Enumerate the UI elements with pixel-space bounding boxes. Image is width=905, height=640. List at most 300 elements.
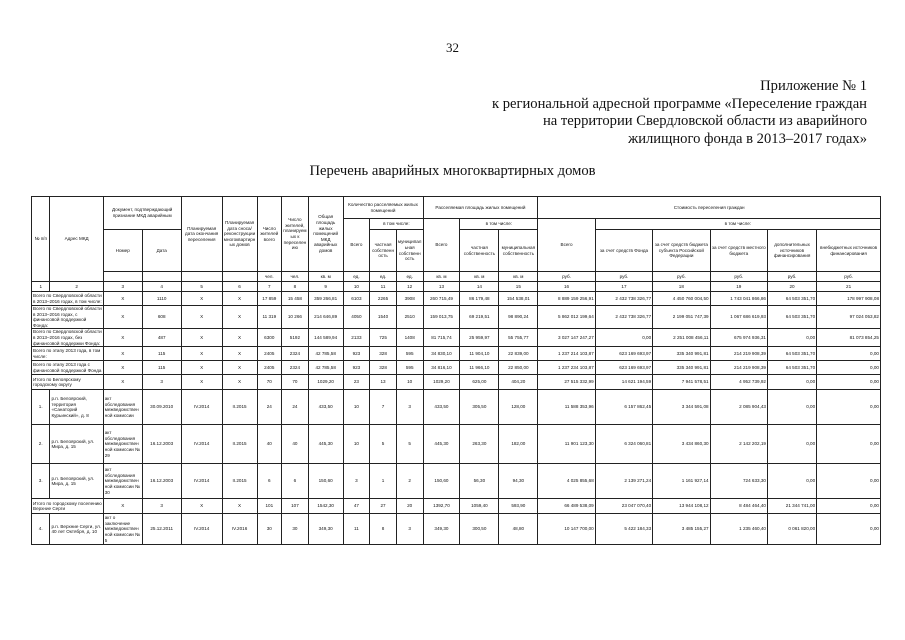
- column-number: 3: [103, 282, 142, 292]
- cell-demolish: X: [222, 347, 257, 361]
- cell-cost-local: 1 067 686 619,93: [710, 306, 767, 329]
- column-number: 13: [423, 282, 460, 292]
- cell-cost-extra: 64 503 351,70: [767, 292, 816, 306]
- cell-rooms-total: 11: [343, 514, 370, 545]
- cell-demolish: X: [222, 499, 257, 514]
- cell-area-total: 260 715,49: [423, 292, 460, 306]
- cell-doc-date: 16.12.2003: [142, 464, 181, 499]
- cell-cost-fund: 2 432 738 326,77: [595, 306, 652, 329]
- unit-cell: ед.: [343, 272, 370, 282]
- cell-area-municipal: 98 890,24: [499, 306, 538, 329]
- cell-cost-total: 11 588 353,96: [538, 390, 595, 425]
- cell-area-private: 11 966,10: [460, 361, 499, 375]
- summary-row: [32, 329, 881, 347]
- cell-no: 1.: [32, 390, 50, 425]
- cell-area: 144 589,94: [308, 329, 343, 347]
- cell-residents: 40: [257, 425, 282, 464]
- cell-area-private: 56,30: [460, 464, 499, 499]
- header-rooms-incl: в том числе:: [370, 219, 423, 230]
- column-number: 10: [343, 282, 370, 292]
- summary-label: Итого по Белоярскому городскому округу: [32, 375, 104, 390]
- cell-plan-end: X: [181, 329, 222, 347]
- cell-cost-free: 178 997 908,08: [817, 292, 881, 306]
- column-number: 5: [181, 282, 222, 292]
- cell-area-private: 300,50: [460, 514, 499, 545]
- cell-resettle: 15 458: [282, 292, 309, 306]
- column-number: 19: [710, 282, 767, 292]
- summary-label: Всего по Свердловской области в 2013–2016 годах, без финансовой поддержки Фонда:: [33, 329, 102, 346]
- column-number: 8: [282, 282, 309, 292]
- unit-cell: руб.: [595, 272, 652, 282]
- cell-area-municipal: 55 755,77: [499, 329, 538, 347]
- cell-area-total: 81 715,74: [423, 329, 460, 347]
- cell-cost-local: 2 085 904,43: [710, 390, 767, 425]
- cell-cost-fund: 623 169 693,97: [595, 361, 652, 375]
- cell-doc-date: 608: [142, 306, 181, 329]
- cell-rooms-municipal: 2: [396, 464, 423, 499]
- cell-rooms-total: 923: [343, 361, 370, 375]
- unit-cell: чел.: [257, 272, 282, 282]
- cell-residents: 6300: [257, 329, 282, 347]
- cell-area-total: 349,30: [423, 514, 460, 545]
- cell-rooms-municipal: 5: [396, 425, 423, 464]
- cell-rooms-municipal: 595: [396, 347, 423, 361]
- column-number: 2: [50, 282, 103, 292]
- cell-rooms-private: 1: [370, 464, 397, 499]
- column-number: 9: [308, 282, 343, 292]
- header-doc-number: Номер: [103, 230, 142, 272]
- cell-cost-free: 0,00: [817, 347, 881, 361]
- cell-plan-end: X: [181, 361, 222, 375]
- page-number: 32: [446, 40, 459, 55]
- cell-residents: 70: [257, 375, 282, 390]
- cell-rooms-municipal: 20: [396, 499, 423, 514]
- cell-cost-local: 2 142 202,19: [710, 425, 767, 464]
- cell-cost-free: 0,00: [817, 425, 881, 464]
- cell-rooms-municipal: 3: [396, 390, 423, 425]
- cell-area-municipal: 22 850,00: [499, 361, 538, 375]
- cell-area-private: 25 959,97: [460, 329, 499, 347]
- cell-area-municipal: 154 538,01: [499, 292, 538, 306]
- column-number: 21: [817, 282, 881, 292]
- cell-doc-date: 25.12.2011: [142, 514, 181, 545]
- cell-rooms-total: 23: [343, 375, 370, 390]
- cell-cost-local: 4 952 739,92: [710, 375, 767, 390]
- cell-area-private: 625,00: [460, 375, 499, 390]
- unit-cell: кв. м: [423, 272, 460, 282]
- cell-plan-end: IV.2014: [181, 514, 222, 545]
- cell-cost-free: 0,00: [817, 499, 881, 514]
- cell-cost-total: 3 027 147 247,27: [538, 329, 595, 347]
- unit-cell: чел.: [282, 272, 309, 282]
- cell-doc-num: акт о заключение межведомственной комиссии № 5: [103, 514, 142, 545]
- cell-demolish: X: [222, 292, 257, 306]
- cell-cost-total: 4 025 855,68: [538, 464, 595, 499]
- cell-rooms-total: 2133: [343, 329, 370, 347]
- cell-area-private: 86 179,48: [460, 292, 499, 306]
- cell-residents: 2405: [257, 347, 282, 361]
- cell-doc-num: X: [103, 361, 142, 375]
- cell-resettle: 24: [282, 390, 309, 425]
- cell-cost-local: 1 743 041 866,86: [710, 292, 767, 306]
- cell-rooms-municipal: 1408: [396, 329, 423, 347]
- cell-rooms-private: 725: [370, 329, 397, 347]
- column-number: 7: [257, 282, 282, 292]
- header-area-incl: в том числе:: [460, 219, 538, 230]
- cell-cost-free: 0,00: [817, 361, 881, 375]
- cell-residents: 17 859: [257, 292, 282, 306]
- column-number: 1: [32, 282, 50, 292]
- cell-resettle: 5192: [282, 329, 309, 347]
- header-rooms-area: Расселяемая площадь жилых помещений: [423, 197, 538, 219]
- cell-no: 2.: [32, 425, 50, 464]
- cell-cost-free: 0,00: [817, 375, 881, 390]
- cell-doc-num: X: [103, 306, 142, 329]
- header-area-municipal: муниципальная собственность: [499, 230, 538, 272]
- cell-rooms-total: 10: [343, 425, 370, 464]
- cell-area-municipal: 94,30: [499, 464, 538, 499]
- cell-cost-total: 10 147 700,00: [538, 514, 595, 545]
- summary-row: [32, 375, 881, 390]
- header-rooms-private: частная собственность: [370, 230, 397, 272]
- summary-row: [32, 361, 881, 375]
- cell-doc-num: X: [103, 329, 142, 347]
- cell-demolish: X: [222, 375, 257, 390]
- cell-area-municipal: 182,00: [499, 425, 538, 464]
- cell-area: 445,30: [308, 425, 343, 464]
- header-no: № п/п: [32, 197, 50, 282]
- column-number: 16: [538, 282, 595, 292]
- appendix-line-1: Приложение № 1: [760, 78, 867, 94]
- cell-demolish: II.2015: [222, 425, 257, 464]
- summary-row: [32, 499, 881, 514]
- object-row: [32, 464, 881, 499]
- cell-area: 1542,30: [308, 499, 343, 514]
- cell-resettle: 2324: [282, 361, 309, 375]
- object-row: [32, 390, 881, 425]
- cell-doc-num: акт обследования межведомственной комиссии № 30: [103, 464, 142, 499]
- cell-area: 1029,20: [308, 375, 343, 390]
- cell-cost-region: 7 941 578,51: [653, 375, 710, 390]
- cell-cost-free: 97 024 053,82: [817, 306, 881, 329]
- cell-doc-date: 16.12.2003: [142, 425, 181, 464]
- cell-cost-free: 81 073 854,25: [817, 329, 881, 347]
- cell-rooms-municipal: 3908: [396, 292, 423, 306]
- cell-rooms-private: 27: [370, 499, 397, 514]
- unit-cell: руб.: [817, 272, 881, 282]
- cell-cost-total: 8 889 159 256,91: [538, 292, 595, 306]
- cell-area-municipal: 128,00: [499, 390, 538, 425]
- cell-area-municipal: 22 839,00: [499, 347, 538, 361]
- cell-area-private: 1059,40: [460, 499, 499, 514]
- header-cost-region: за счет средств бюджета субъекта Российской Федерации: [653, 230, 710, 272]
- cell-rooms-private: 13: [370, 375, 397, 390]
- cell-cost-local: 724 633,30: [710, 464, 767, 499]
- cell-area-private: 305,50: [460, 390, 499, 425]
- cell-cost-total: 27 515 332,99: [538, 375, 595, 390]
- cell-cost-region: 2 251 008 456,11: [653, 329, 710, 347]
- object-row: [32, 425, 881, 464]
- cell-resettle: 40: [282, 425, 309, 464]
- cell-area-total: 1029,20: [423, 375, 460, 390]
- header-plan-end: Планируемая дата окончания переселения: [181, 197, 222, 272]
- unit-cell: руб.: [653, 272, 710, 282]
- cell-cost-fund: 5 422 184,33: [595, 514, 652, 545]
- appendix-line-4: жилищного фонда в 2013–2017 годах»: [628, 130, 867, 147]
- header-cost-free: внебюджетных источников финансирования: [817, 230, 881, 272]
- cell-residents: 30: [257, 514, 282, 545]
- cell-area-private: 11 904,10: [460, 347, 499, 361]
- cell-doc-num: X: [103, 499, 142, 514]
- cell-cost-region: 335 340 991,81: [653, 361, 710, 375]
- cell-rooms-private: 1540: [370, 306, 397, 329]
- cell-demolish: II.2015: [222, 390, 257, 425]
- cell-doc-num: X: [103, 347, 142, 361]
- cell-area-total: 150,60: [423, 464, 460, 499]
- cell-cost-total: 5 862 012 199,64: [538, 306, 595, 329]
- unit-cell: ед.: [370, 272, 397, 282]
- header-address: Адрес МКД: [50, 197, 103, 282]
- cell-area: 150,60: [308, 464, 343, 499]
- cell-cost-extra: 0,00: [767, 464, 816, 499]
- cell-cost-total: 1 237 234 103,87: [538, 361, 595, 375]
- cell-cost-extra: 21 344 741,00: [767, 499, 816, 514]
- cell-residents: 24: [257, 390, 282, 425]
- cell-doc-num: акт обследования межведомственной комиссии № 29: [103, 425, 142, 464]
- cell-cost-free: 0,00: [817, 464, 881, 499]
- header-area-private: частная собственность: [460, 230, 499, 272]
- cell-cost-total: 1 237 214 103,87: [538, 347, 595, 361]
- cell-rooms-total: 3: [343, 464, 370, 499]
- cell-residents: 2405: [257, 361, 282, 375]
- column-number: 17: [595, 282, 652, 292]
- header-rooms-total: Всего: [343, 219, 370, 272]
- summary-label: Всего по этапу 2013 года, в том числе:: [32, 347, 104, 361]
- cell-area-total: 445,30: [423, 425, 460, 464]
- header-cost-local: за счет средств местного бюджета: [710, 230, 767, 272]
- cell-cost-region: 1 161 927,14: [653, 464, 710, 499]
- document-title: Перечень аварийных многоквартирных домов: [309, 163, 596, 179]
- header-area-total: Всего: [423, 219, 460, 272]
- header-row-1: [32, 197, 881, 219]
- cell-cost-local: 1 235 460,40: [710, 514, 767, 545]
- cell-doc-num: X: [103, 375, 142, 390]
- summary-label: Всего по этапу 2013 года с финансовой поддержкой Фонда: [33, 362, 102, 373]
- summary-label: Итого по городскому поселению Верхние Серги: [32, 499, 104, 514]
- appendix-header: [427, 78, 867, 148]
- cell-cost-local: 214 219 908,39: [710, 347, 767, 361]
- cell-address: р.п. Белоярский, ул. Мира, д. 15: [50, 464, 103, 499]
- cell-rooms-private: 7: [370, 390, 397, 425]
- unit-cell: руб.: [710, 272, 767, 282]
- cell-cost-extra: 0,00: [767, 375, 816, 390]
- cell-cost-extra: 0,00: [767, 425, 816, 464]
- cell-rooms-private: 2265: [370, 292, 397, 306]
- cell-cost-region: 2 199 051 747,39: [653, 306, 710, 329]
- cell-address: р.п. Белоярский, территория «Санаторий Курьинский», д. 8: [50, 390, 103, 425]
- cell-cost-fund: 623 169 693,97: [595, 347, 652, 361]
- cell-area-municipal: 404,20: [499, 375, 538, 390]
- cell-rooms-municipal: 3: [396, 514, 423, 545]
- cell-cost-region: 3 485 155,27: [653, 514, 710, 545]
- cell-cost-region: 4 450 760 004,50: [653, 292, 710, 306]
- cell-cost-fund: 2 432 738 326,77: [595, 292, 652, 306]
- cell-rooms-total: 47: [343, 499, 370, 514]
- column-number: 15: [499, 282, 538, 292]
- cell-rooms-municipal: 2510: [396, 306, 423, 329]
- appendix-line-2: к региональной адресной программе «Переселение граждан: [491, 95, 867, 112]
- cell-residents: 101: [257, 499, 282, 514]
- cell-cost-fund: 2 139 271,24: [595, 464, 652, 499]
- header-plan-demolish: Планируемая дата сноса/реконструкции многоквартирных домов: [222, 197, 257, 272]
- cell-cost-extra: 0,00: [767, 329, 816, 347]
- cell-cost-fund: 6 324 060,81: [595, 425, 652, 464]
- cell-resettle: 70: [282, 375, 309, 390]
- cell-cost-fund: 14 621 194,59: [595, 375, 652, 390]
- cell-rooms-municipal: 595: [396, 361, 423, 375]
- cell-cost-region: 3 344 591,08: [653, 390, 710, 425]
- header-units-row: [32, 272, 881, 282]
- cell-area-municipal: 48,80: [499, 514, 538, 545]
- cell-doc-date: 115: [142, 347, 181, 361]
- summary-label: Всего по Свердловской области в 2013–2016 годах, с финансовой поддержкой Фонда:: [33, 306, 102, 328]
- unit-cell: кв. м: [460, 272, 499, 282]
- cell-no: 3.: [32, 464, 50, 499]
- cell-area-total: 1392,70: [423, 499, 460, 514]
- cell-demolish: II.2015: [222, 464, 257, 499]
- cell-rooms-total: 4050: [343, 306, 370, 329]
- column-number: 6: [222, 282, 257, 292]
- cell-rooms-private: 5: [370, 425, 397, 464]
- cell-cost-free: 0,00: [817, 514, 881, 545]
- summary-row: [32, 347, 881, 361]
- cell-resettle: 2324: [282, 347, 309, 361]
- cell-cost-extra: 64 503 351,70: [767, 306, 816, 329]
- cell-area: 433,50: [308, 390, 343, 425]
- cell-demolish: X: [222, 361, 257, 375]
- cell-rooms-private: 328: [370, 361, 397, 375]
- header-rooms: Количество расселяемых жилых помещений: [343, 197, 423, 219]
- unit-cell: ед.: [396, 272, 423, 282]
- cell-resettle: 30: [282, 514, 309, 545]
- header-cost-extra: дополнительных источников финансирования: [767, 230, 816, 272]
- cell-cost-fund: 0,00: [595, 329, 652, 347]
- cell-doc-date: 30.09.2010: [142, 390, 181, 425]
- cell-cost-extra: 64 503 351,70: [767, 361, 816, 375]
- cell-resettle: 107: [282, 499, 309, 514]
- header-doc-date: Дата: [142, 230, 181, 272]
- unit-cell: кв. м: [308, 272, 343, 282]
- cell-area-municipal: 593,90: [499, 499, 538, 514]
- cell-doc-date: 3: [142, 499, 181, 514]
- cell-area: 42 785,58: [308, 347, 343, 361]
- cell-cost-local: 675 974 936,31: [710, 329, 767, 347]
- cell-plan-end: X: [181, 306, 222, 329]
- cell-rooms-private: 8: [370, 514, 397, 545]
- header-cost-fund: за счет средств Фонда: [595, 230, 652, 272]
- cell-cost-extra: 0,00: [767, 390, 816, 425]
- cell-plan-end: X: [181, 292, 222, 306]
- cell-doc-date: 115: [142, 361, 181, 375]
- cell-cost-region: 335 340 991,81: [653, 347, 710, 361]
- cell-plan-end: X: [181, 347, 222, 361]
- cell-area-total: 433,50: [423, 390, 460, 425]
- cell-cost-extra: 64 503 351,70: [767, 347, 816, 361]
- cell-address: р.п. Верхние Серги, ул. 40 лет Октября, д. 10: [50, 514, 103, 545]
- cell-demolish: X: [222, 329, 257, 347]
- cell-doc-date: 1110: [142, 292, 181, 306]
- cell-cost-fund: 23 047 070,40: [595, 499, 652, 514]
- header-area: Общая площадь жилых помещений МКД аварийных домов: [308, 197, 343, 272]
- header-residents-resettle: Число жителей, планируемых к переселению: [282, 197, 309, 272]
- cell-plan-end: IV.2014: [181, 390, 222, 425]
- cell-doc-num: X: [103, 292, 142, 306]
- cell-plan-end: X: [181, 375, 222, 390]
- cell-cost-region: 13 944 108,12: [653, 499, 710, 514]
- cell-demolish: IV.2016: [222, 514, 257, 545]
- column-number: 11: [370, 282, 397, 292]
- column-number: 20: [767, 282, 816, 292]
- header-residents-count: Число жителей всего: [257, 197, 282, 272]
- cell-plan-end: IV.2014: [181, 464, 222, 499]
- cell-no: 4.: [32, 514, 50, 545]
- cell-residents: 6: [257, 464, 282, 499]
- cell-area-private: 69 219,51: [460, 306, 499, 329]
- summary-label: Всего по Свердловской области в 2013–2016 годах, в том числе:: [33, 292, 102, 304]
- column-number: 14: [460, 282, 499, 292]
- cell-cost-extra: 0 061 820,00: [767, 514, 816, 545]
- cell-demolish: X: [222, 306, 257, 329]
- cell-rooms-municipal: 10: [396, 375, 423, 390]
- cell-cost-local: 214 219 908,39: [710, 361, 767, 375]
- cell-rooms-total: 10: [343, 390, 370, 425]
- cell-rooms-private: 328: [370, 347, 397, 361]
- cell-address: р.п. Белоярский, ул. Мира, д. 15: [50, 425, 103, 464]
- cell-area: 42 785,58: [308, 361, 343, 375]
- cell-rooms-total: 923: [343, 347, 370, 361]
- cell-cost-free: 0,00: [817, 390, 881, 425]
- cell-doc-num: акт обследования межведомственной комиссии: [103, 390, 142, 425]
- cell-area: 214 646,89: [308, 306, 343, 329]
- cell-plan-end: IV.2014: [181, 425, 222, 464]
- object-row: [32, 514, 881, 545]
- header-cost-total: Всего: [538, 219, 595, 272]
- unit-cell: руб.: [538, 272, 595, 282]
- cell-rooms-total: 6103: [343, 292, 370, 306]
- emergency-houses-table: [31, 196, 881, 545]
- column-number: 12: [396, 282, 423, 292]
- column-number: 18: [653, 282, 710, 292]
- cell-cost-fund: 6 157 862,45: [595, 390, 652, 425]
- cell-area-total: 34 816,10: [423, 361, 460, 375]
- column-number: 4: [142, 282, 181, 292]
- summary-row: [32, 292, 881, 306]
- header-document: Документ, подтверждающий признание МКД аварийным: [103, 197, 181, 230]
- cell-cost-total: 66 489 538,09: [538, 499, 595, 514]
- cell-area: 359 266,81: [308, 292, 343, 306]
- cell-resettle: 6: [282, 464, 309, 499]
- cell-area-total: 159 013,75: [423, 306, 460, 329]
- header-cost: Стоимость переселения граждан: [538, 197, 881, 219]
- header-cost-incl: в том числе:: [595, 219, 880, 230]
- unit-cell: кв. м: [499, 272, 538, 282]
- unit-cell: руб.: [767, 272, 816, 282]
- summary-row: [32, 306, 881, 329]
- cell-resettle: 10 266: [282, 306, 309, 329]
- cell-doc-date: 487: [142, 329, 181, 347]
- appendix-line-3: на территории Свердловской области из аварийного: [542, 113, 867, 129]
- cell-area-total: 34 830,10: [423, 347, 460, 361]
